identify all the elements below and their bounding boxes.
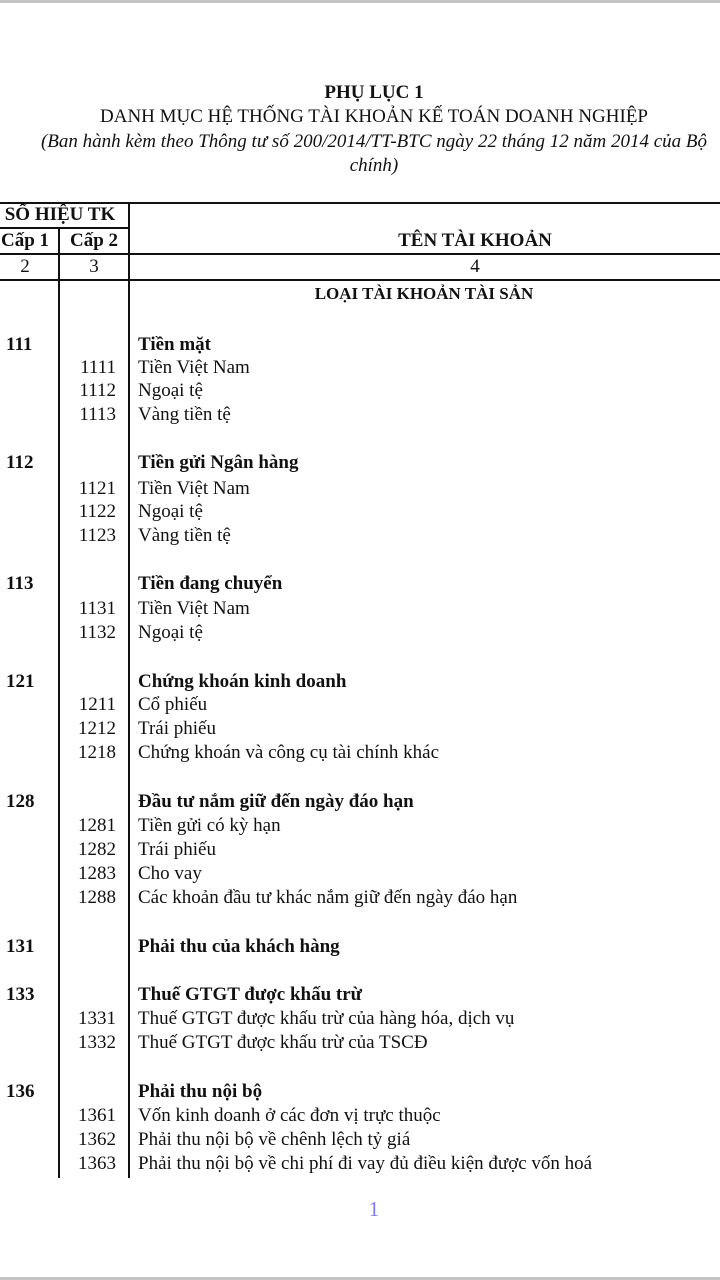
table-row bbox=[0, 741, 720, 765]
table-row bbox=[0, 1031, 720, 1055]
level1-code: 113 bbox=[6, 573, 34, 594]
account-name: Tiền Việt Nam bbox=[138, 357, 250, 378]
level2-code: 1281 bbox=[78, 815, 116, 836]
header-level1: Cấp 1 bbox=[0, 230, 50, 251]
appendix-title: PHỤ LỤC 1 bbox=[324, 82, 424, 103]
section-title: LOẠI TÀI KHOẢN TÀI SẢN bbox=[314, 284, 534, 303]
account-name: Tiền gửi Ngân hàng bbox=[138, 452, 299, 473]
account-name: Vàng tiền tệ bbox=[138, 404, 231, 425]
account-name: Vốn kinh doanh ở các đơn vị trực thuộc bbox=[138, 1105, 441, 1126]
level2-code: 1111 bbox=[80, 357, 116, 378]
account-name: Vàng tiền tệ bbox=[138, 525, 231, 546]
level2-code: 1362 bbox=[78, 1129, 116, 1150]
column-number-4: 4 bbox=[470, 256, 480, 277]
table-row bbox=[0, 403, 720, 427]
account-name: Trái phiếu bbox=[138, 718, 216, 739]
account-name: Trái phiếu bbox=[138, 839, 216, 860]
level2-code: 1121 bbox=[78, 478, 116, 499]
account-name: Chứng khoán kinh doanh bbox=[138, 671, 347, 692]
account-name: Tiền Việt Nam bbox=[138, 598, 250, 619]
account-name: Phải thu nội bộ về chi phí đi vay đủ điều kiện được vốn hoá bbox=[138, 1153, 593, 1174]
column-number-3: 3 bbox=[89, 256, 99, 277]
table-row bbox=[0, 572, 720, 596]
table-row bbox=[0, 717, 720, 741]
account-name: Cho vay bbox=[138, 863, 202, 884]
account-name: Thuế GTGT được khấu trừ của hàng hóa, dịch vụ bbox=[138, 1008, 515, 1029]
table-row bbox=[0, 333, 720, 357]
table-row bbox=[0, 983, 720, 1007]
level2-code: 1282 bbox=[78, 839, 116, 860]
page-number: 1 bbox=[368, 1197, 380, 1221]
column-number-row-border bbox=[0, 279, 720, 281]
account-name: Các khoản đầu tư khác nắm giữ đến ngày đáo hạn bbox=[138, 887, 518, 908]
account-name: Thuế GTGT được khấu trừ bbox=[138, 984, 363, 1005]
level2-code: 1112 bbox=[79, 380, 116, 401]
account-name: Ngoại tệ bbox=[138, 622, 203, 643]
level1-code: 133 bbox=[6, 984, 35, 1005]
account-name: Tiền mặt bbox=[138, 334, 212, 355]
header-level2: Cấp 2 bbox=[69, 230, 119, 251]
level2-code: 1283 bbox=[78, 863, 116, 884]
issuance-note-line2: chính) bbox=[349, 155, 399, 176]
level2-code: 1288 bbox=[78, 887, 116, 908]
table-row bbox=[0, 1007, 720, 1031]
level1-code: 131 bbox=[6, 936, 35, 957]
account-name: Ngoại tệ bbox=[138, 380, 203, 401]
level1-code: 121 bbox=[6, 671, 35, 692]
level2-code: 1113 bbox=[79, 404, 116, 425]
table-row bbox=[0, 1128, 720, 1152]
level2-code: 1123 bbox=[78, 525, 116, 546]
level2-code: 1131 bbox=[78, 598, 116, 619]
table-row bbox=[0, 477, 720, 501]
table-row bbox=[0, 621, 720, 645]
issuance-note-line1: (Ban hành kèm theo Thông tư số 200/2014/TT-BTC ngày 22 tháng 12 năm 2014 của Bộ bbox=[40, 131, 707, 152]
account-name: Tiền gửi có kỳ hạn bbox=[138, 815, 281, 836]
level1-code: 112 bbox=[6, 452, 34, 473]
account-name: Tiền Việt Nam bbox=[138, 478, 250, 499]
table-row bbox=[0, 356, 720, 380]
level1-code: 136 bbox=[6, 1081, 35, 1102]
account-name: Chứng khoán và công cụ tài chính khác bbox=[138, 742, 440, 763]
level2-code: 1122 bbox=[78, 501, 116, 522]
account-name: Tiền đang chuyển bbox=[138, 573, 283, 594]
level2-code: 1211 bbox=[78, 694, 116, 715]
table-row bbox=[0, 1152, 720, 1176]
table-row bbox=[0, 1104, 720, 1128]
account-name: Đầu tư nắm giữ đến ngày đáo hạn bbox=[138, 791, 414, 812]
table-row bbox=[0, 935, 720, 959]
column-number-2: 2 bbox=[20, 256, 30, 277]
account-name: Phải thu của khách hàng bbox=[138, 936, 340, 957]
table-row bbox=[0, 500, 720, 524]
level2-code: 1212 bbox=[78, 718, 116, 739]
table-row bbox=[0, 379, 720, 403]
table-row bbox=[0, 886, 720, 910]
table-row bbox=[0, 670, 720, 694]
table-row bbox=[0, 451, 720, 475]
table-row bbox=[0, 524, 720, 548]
header-account-name: TÊN TÀI KHOẢN bbox=[398, 230, 552, 251]
table-row bbox=[0, 862, 720, 886]
header-account-code: SỐ HIỆU TK bbox=[4, 204, 116, 225]
account-name: Thuế GTGT được khấu trừ của TSCĐ bbox=[138, 1032, 428, 1053]
table-row bbox=[0, 1080, 720, 1104]
table-row bbox=[0, 597, 720, 621]
top-scroll-edge bbox=[0, 0, 720, 3]
level2-code: 1363 bbox=[78, 1153, 116, 1174]
account-name: Phải thu nội bộ bbox=[138, 1081, 263, 1102]
level1-code: 111 bbox=[6, 334, 33, 355]
table-row bbox=[0, 814, 720, 838]
level2-code: 1361 bbox=[78, 1105, 116, 1126]
level1-code: 128 bbox=[6, 791, 35, 812]
table-row bbox=[0, 790, 720, 814]
level2-code: 1132 bbox=[78, 622, 116, 643]
level2-code: 1332 bbox=[78, 1032, 116, 1053]
account-name: Phải thu nội bộ về chênh lệch tỷ giá bbox=[138, 1129, 411, 1150]
level2-code: 1331 bbox=[78, 1008, 116, 1029]
account-name: Cổ phiếu bbox=[138, 694, 208, 715]
table-row bbox=[0, 838, 720, 862]
level2-code: 1218 bbox=[78, 742, 116, 763]
document-subtitle: DANH MỤC HỆ THỐNG TÀI KHOẢN KẾ TOÁN DOANH NGHIỆP bbox=[100, 106, 648, 127]
table-row bbox=[0, 693, 720, 717]
account-name: Ngoại tệ bbox=[138, 501, 203, 522]
